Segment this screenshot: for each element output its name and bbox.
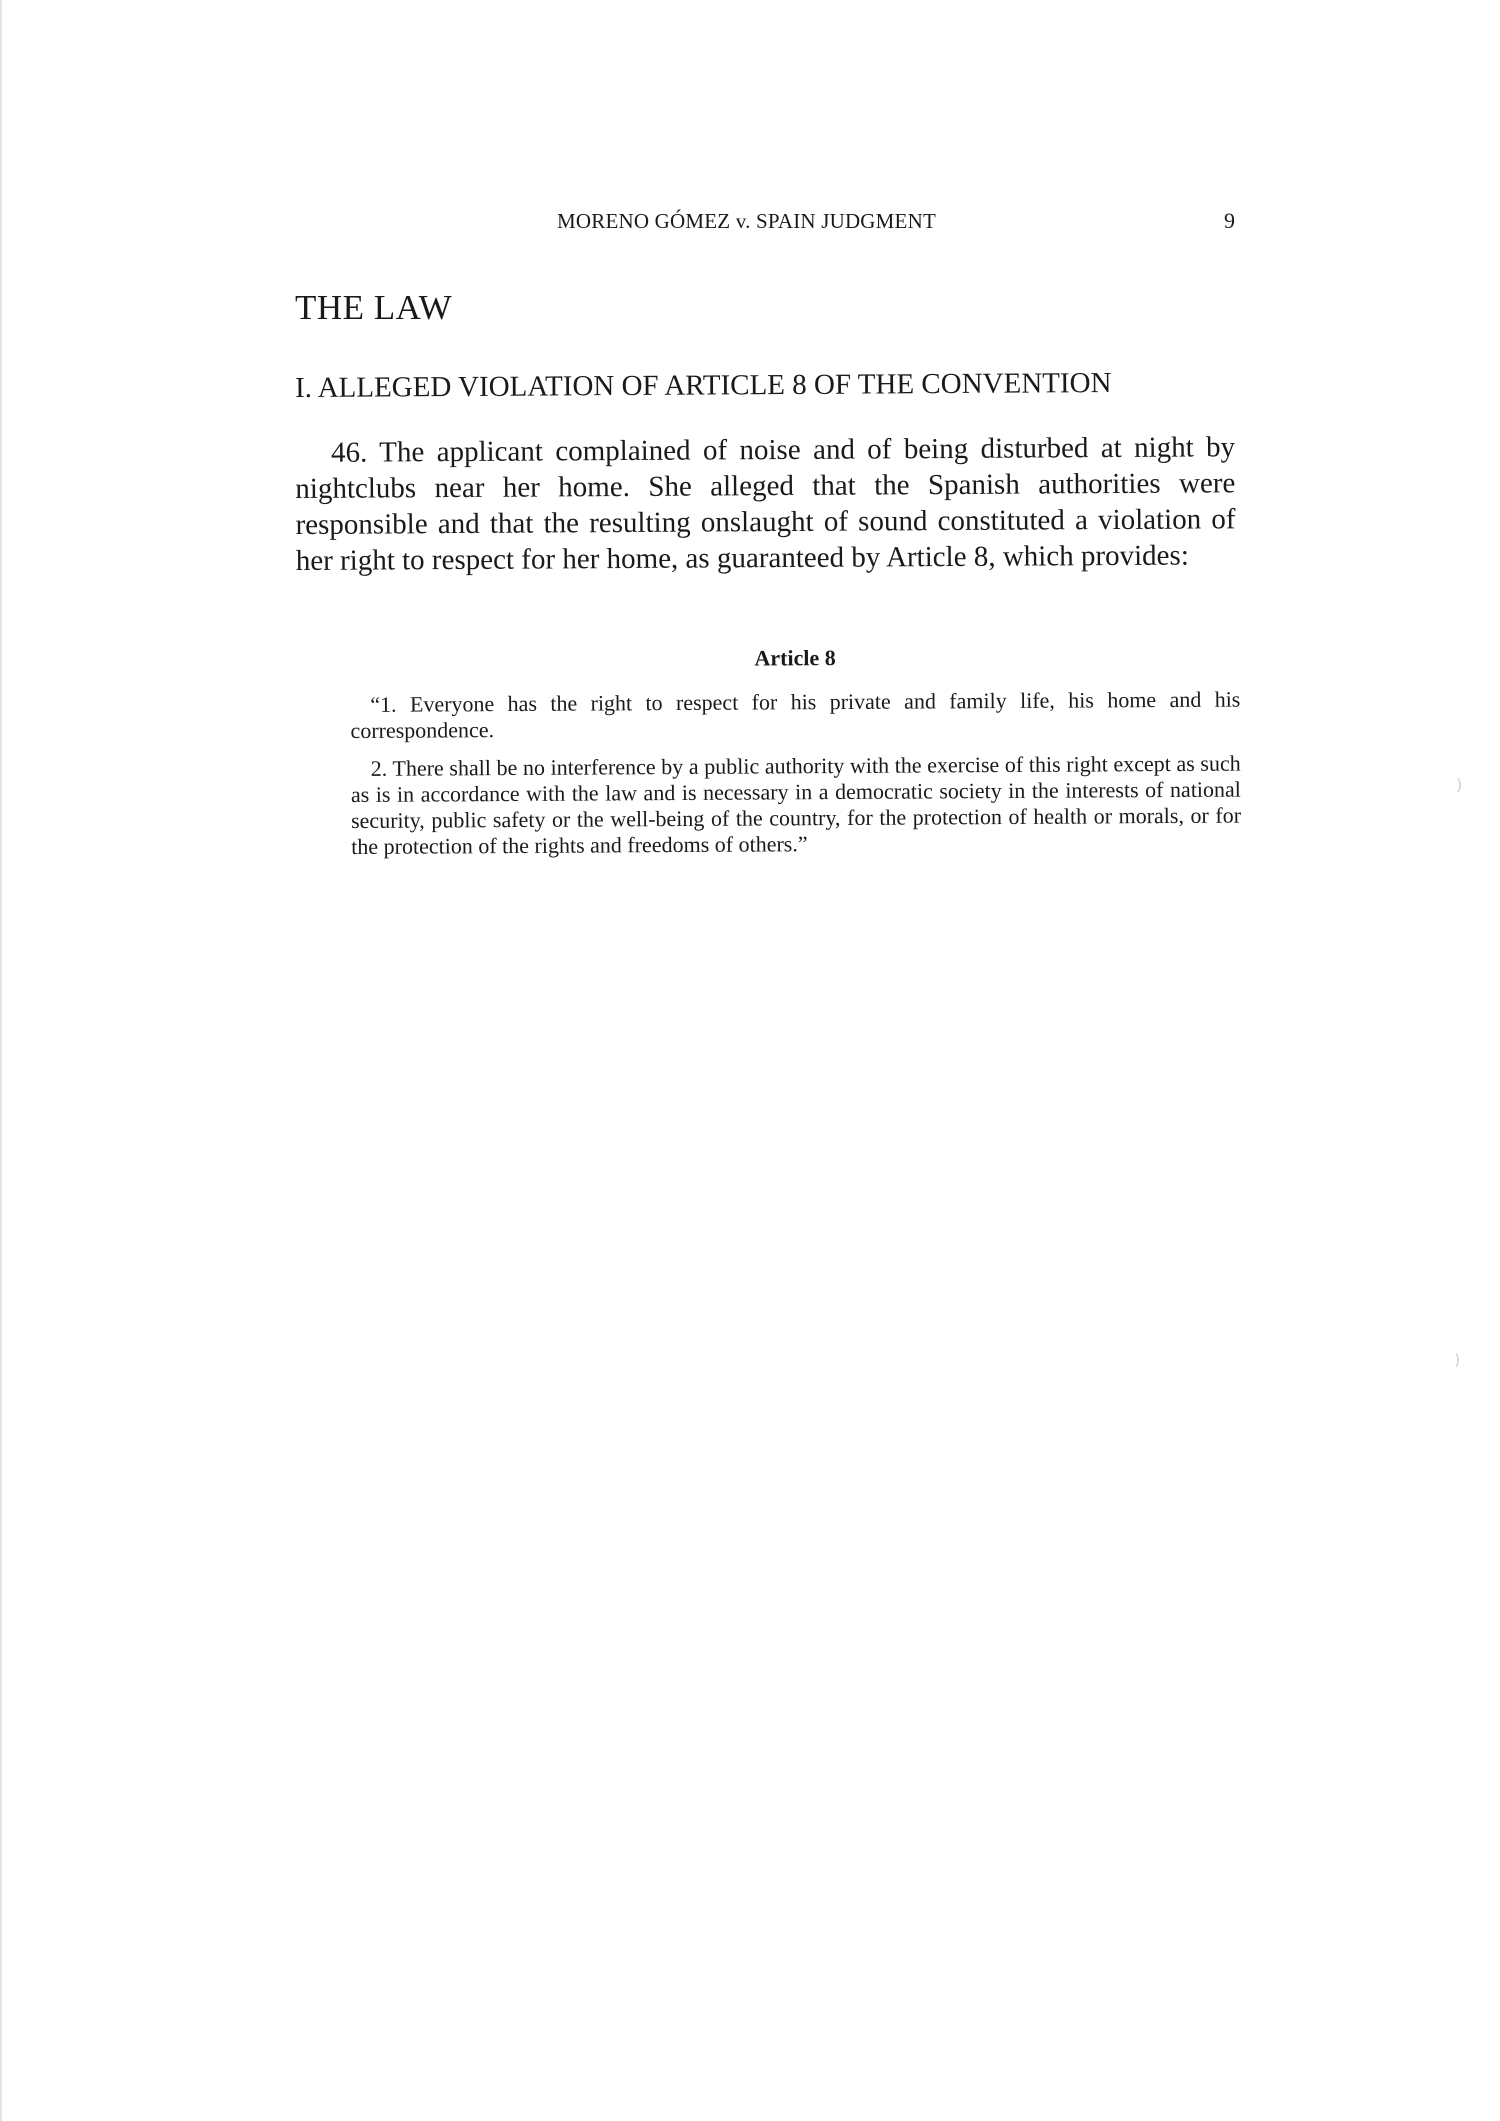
scan-artifact-mark: ) xyxy=(1456,775,1463,794)
article-paragraph-1: “1. Everyone has the right to respect for his private and family life, his home and his correspondence. xyxy=(350,686,1241,743)
running-header xyxy=(295,209,1235,239)
page-number: 9 xyxy=(1224,208,1235,233)
paragraph-46: 46. The applicant complained of noise and of being disturbed at night by nightclubs near her home. She alleged that the Spanish authorities were responsible and that the resulting onslaught of sound constituted a violation of her right to respect for her home, as guaranteed by Article 8, which provides: xyxy=(295,431,1236,577)
page-edge xyxy=(0,0,2,2121)
running-title: MORENO GÓMEZ v. SPAIN JUDGMENT xyxy=(557,209,936,233)
article-paragraph-2: 2. There shall be no interference by a public authority with the exercise of this right except as such as is in accordance with the law and is necessary in a democratic society in the interests of national security, public safety or the well-being of the country, for the protection of health or morals, or for the protection of the rights and freedoms of others.” xyxy=(350,750,1242,859)
page-title: THE LAW xyxy=(295,288,453,327)
section-heading: I. ALLEGED VIOLATION OF ARTICLE 8 OF THE CONVENTION xyxy=(295,367,1112,404)
article-quote-block xyxy=(350,643,1241,872)
scan-artifact-mark: ) xyxy=(1454,1350,1461,1369)
article-title: Article 8 xyxy=(754,645,836,671)
